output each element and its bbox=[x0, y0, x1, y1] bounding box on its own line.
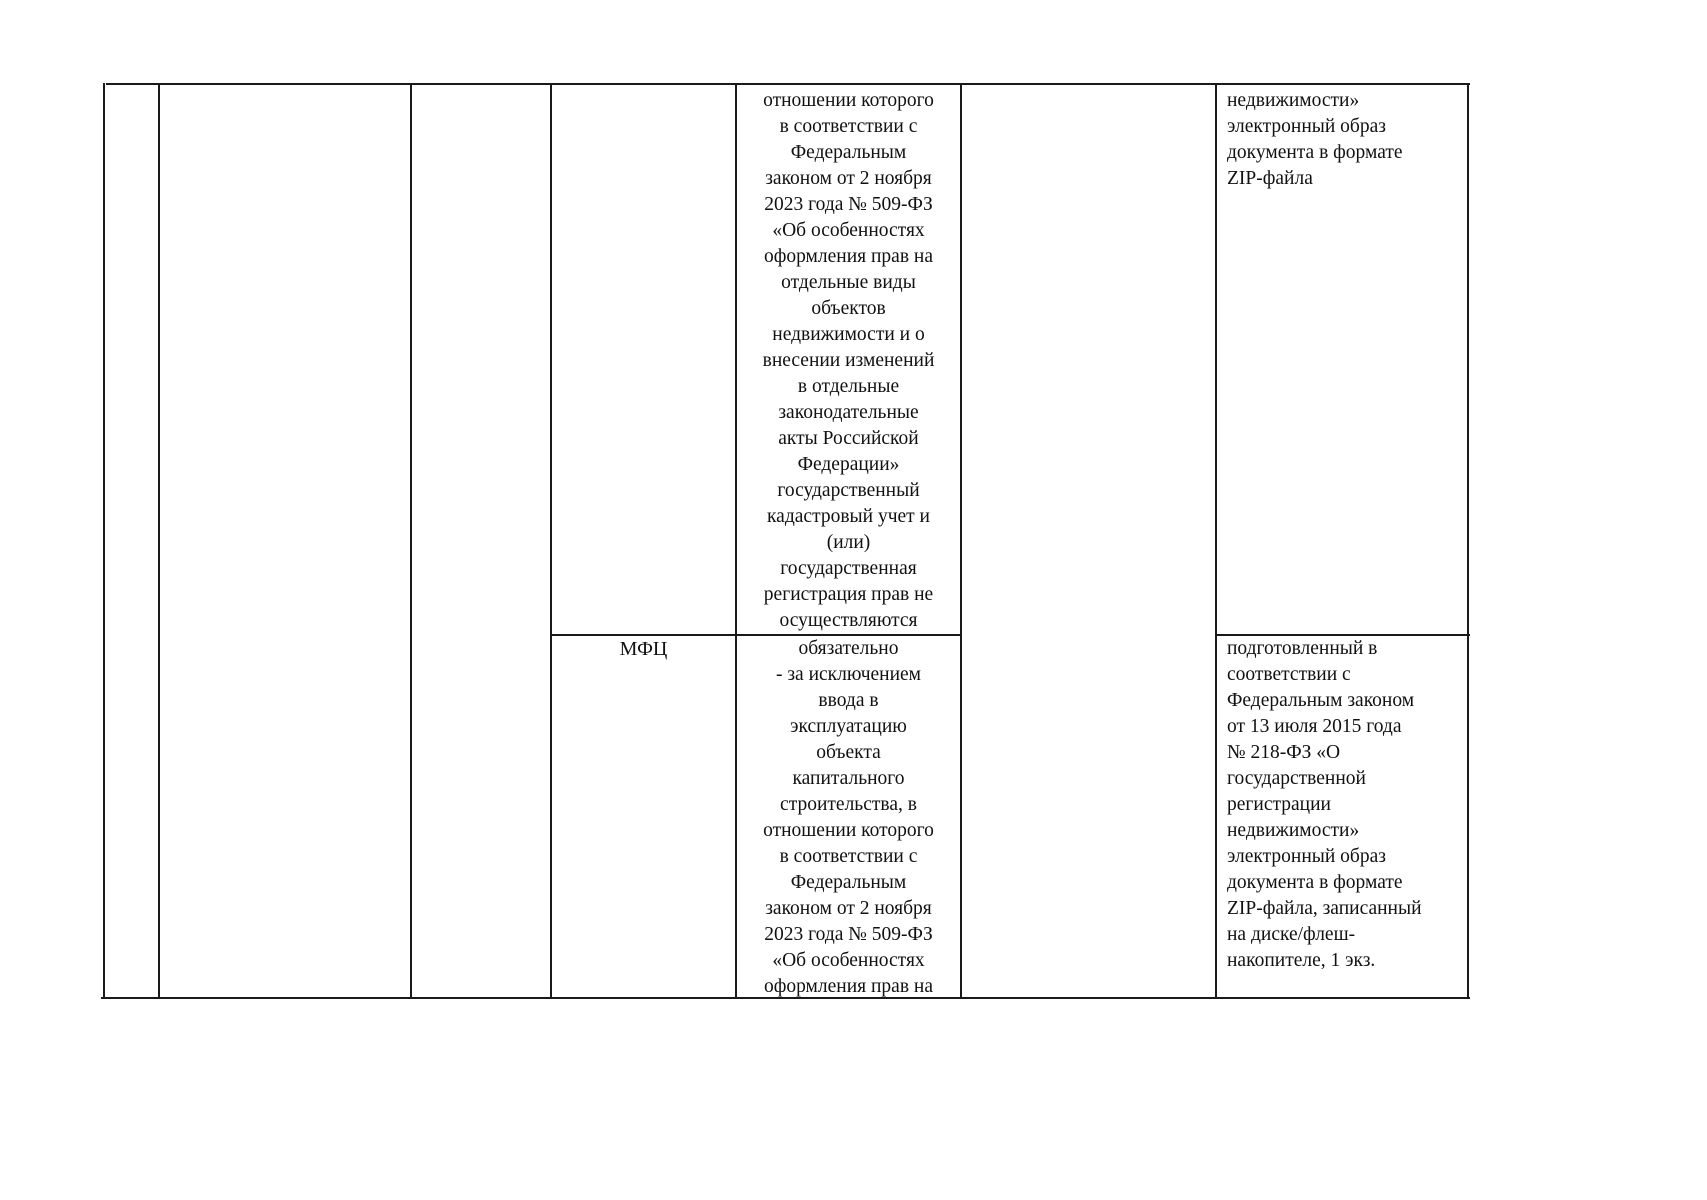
text-line: электронный образ bbox=[1227, 846, 1386, 867]
column-divider bbox=[158, 83, 160, 999]
text-line: законодательные bbox=[778, 402, 919, 423]
table-left-border bbox=[103, 83, 105, 999]
column-divider bbox=[550, 83, 552, 999]
text-line: подготовленный в bbox=[1227, 638, 1378, 659]
text-line: отдельные виды bbox=[781, 272, 916, 293]
column-divider bbox=[960, 83, 962, 999]
row1-result-cell bbox=[1227, 88, 1465, 192]
row2-condition-cell bbox=[737, 636, 960, 1000]
text-line: на диске/флеш- bbox=[1227, 924, 1356, 945]
text-line: электронный образ bbox=[1227, 116, 1386, 137]
table-top-border bbox=[106, 83, 1470, 85]
text-line: в отдельные bbox=[797, 376, 900, 397]
text-line: государственный bbox=[777, 480, 920, 501]
row2-result-cell bbox=[1227, 636, 1465, 974]
text-line: эксплуатацию bbox=[790, 716, 907, 737]
text-line: в соответствии с bbox=[779, 116, 918, 137]
text-line: соответствии с bbox=[1227, 664, 1351, 685]
text-line: от 13 июля 2015 года bbox=[1227, 716, 1402, 737]
text-line: Федеральным законом bbox=[1227, 690, 1415, 711]
text-line: накопителе, 1 экз. bbox=[1227, 950, 1376, 971]
text-line: - за исключением bbox=[775, 664, 922, 685]
text-line: внесении изменений bbox=[762, 350, 935, 371]
row1-condition-cell bbox=[737, 88, 960, 634]
text-line: Федеральным bbox=[790, 142, 907, 163]
text-line: капитального bbox=[792, 768, 905, 789]
text-line: ввода в bbox=[818, 690, 879, 711]
text-line: строительства, в bbox=[780, 794, 917, 815]
text-line: кадастровый учет и bbox=[767, 506, 930, 527]
text-line: Федеральным bbox=[790, 872, 907, 893]
text-line: осуществляются bbox=[779, 610, 918, 631]
text-line: отношении которого bbox=[763, 820, 934, 841]
column-divider bbox=[410, 83, 412, 999]
text-line: регистрации bbox=[1227, 794, 1331, 815]
text-line: 2023 года № 509-ФЗ bbox=[764, 194, 933, 215]
text-line: (или) bbox=[826, 532, 871, 553]
text-line: акты Российской bbox=[778, 428, 919, 449]
text-line: Федерации» bbox=[797, 454, 900, 475]
text-line: ZIP-файла bbox=[1227, 168, 1313, 189]
text-line: государственной bbox=[1227, 768, 1366, 789]
text-line: «Об особенностях bbox=[772, 220, 925, 241]
text-line: ZIP-файла, записанный bbox=[1227, 898, 1422, 919]
text-line: в соответствии с bbox=[779, 846, 918, 867]
text-line: «Об особенностях bbox=[772, 950, 925, 971]
text-line: документа в формате bbox=[1227, 142, 1403, 163]
text-line: оформления прав на bbox=[763, 246, 934, 267]
text-line: 2023 года № 509-ФЗ bbox=[764, 924, 933, 945]
text-line: государственная bbox=[780, 558, 917, 579]
text-line: оформления прав на bbox=[763, 976, 934, 997]
text-line: законом от 2 ноября bbox=[765, 168, 932, 189]
text-line: документа в формате bbox=[1227, 872, 1403, 893]
text-line: объекта bbox=[816, 742, 881, 763]
text-line: регистрация прав не bbox=[763, 584, 934, 605]
row2-location-cell: МФЦ bbox=[619, 638, 668, 660]
text-line: законом от 2 ноября bbox=[765, 898, 932, 919]
text-line: недвижимости» bbox=[1227, 90, 1360, 111]
text-line: недвижимости и о bbox=[772, 324, 925, 345]
text-line: № 218-ФЗ «О bbox=[1227, 742, 1341, 763]
table-right-border bbox=[1467, 83, 1469, 999]
text-line: объектов bbox=[811, 298, 886, 319]
column-divider bbox=[1215, 83, 1217, 999]
text-line: недвижимости» bbox=[1227, 820, 1360, 841]
text-line: отношении которого bbox=[763, 90, 934, 111]
text-line: обязательно bbox=[798, 638, 899, 659]
